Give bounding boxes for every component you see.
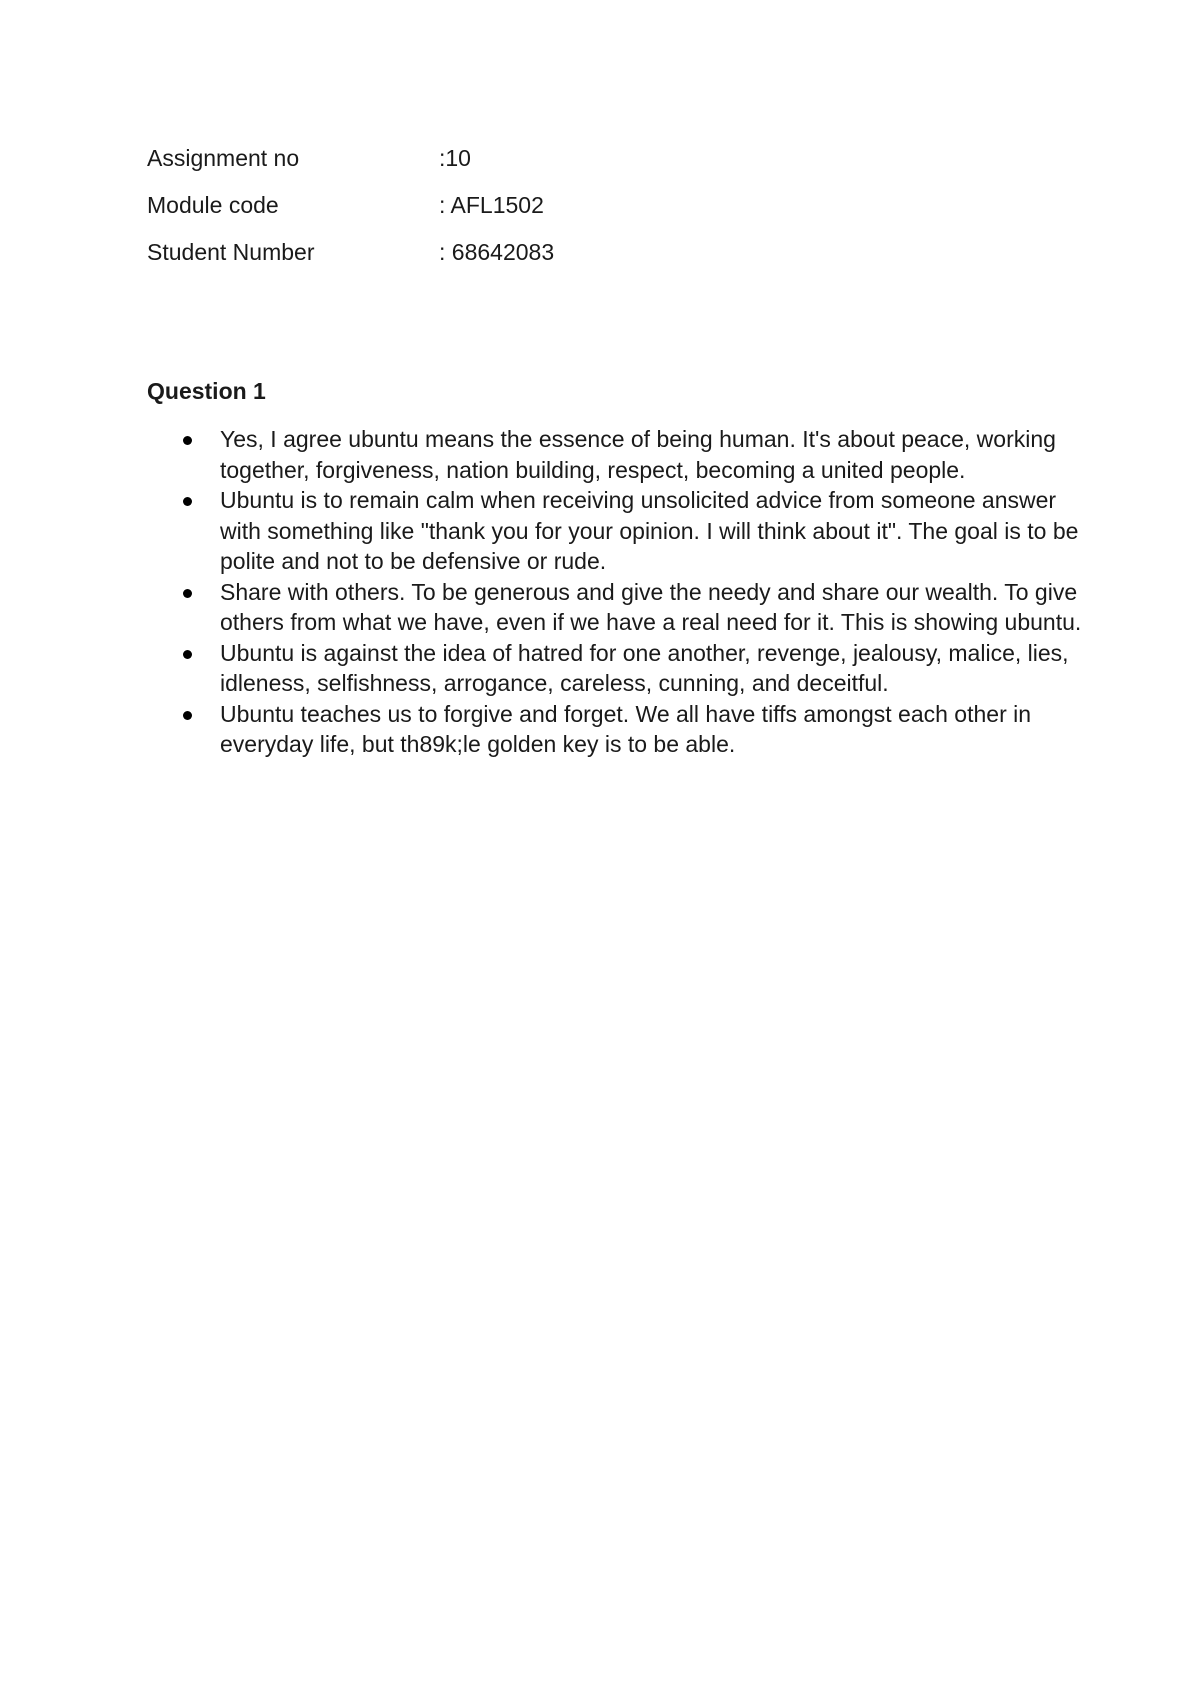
bullet-dot-icon <box>183 436 192 445</box>
bullet-dot-icon <box>183 589 192 598</box>
assignment-number-row <box>147 143 1047 173</box>
list-item-text: Ubuntu is to remain calm when receiving unsolicited advice from someone answer with something like "thank you for your opinion. I will think about it". The goal is to be polite and not to be defensive or rude. <box>220 487 1079 574</box>
module-code-label: Module code <box>147 192 279 218</box>
module-code-value: : AFL1502 <box>439 192 544 218</box>
bullet-dot-icon <box>183 711 192 720</box>
list-item-text: Ubuntu teaches us to forgive and forget. We all have tiffs amongst each other in everyday life, but th89k;le golden key is to be able. <box>220 700 1032 757</box>
list-item-text: Yes, I agree ubuntu means the essence of being human. It's about peace, working together, forgiveness, nation building, respect, becoming a united people. <box>220 426 1056 483</box>
answer-list <box>147 424 1087 760</box>
assignment-details <box>147 143 1047 284</box>
list-item <box>147 577 1087 638</box>
student-number-label: Student Number <box>147 239 315 265</box>
assignment-number-label: Assignment no <box>147 145 300 171</box>
question-heading: Question 1 <box>147 378 266 404</box>
list-item-text: Share with others. To be generous and give the needy and share our wealth. To give others from what we have, even if we have a real need for it. This is showing ubuntu. <box>220 578 1082 635</box>
list-item <box>147 485 1087 577</box>
list-item <box>147 424 1087 485</box>
student-number-value: : 68642083 <box>439 239 555 265</box>
list-item <box>147 638 1087 699</box>
module-code-row <box>147 190 1047 220</box>
bullet-dot-icon <box>183 497 192 506</box>
student-number-row <box>147 237 1047 267</box>
list-item <box>147 699 1087 760</box>
assignment-number-value: :10 <box>439 145 471 171</box>
bullet-dot-icon <box>183 650 192 659</box>
list-item-text: Ubuntu is against the idea of hatred for one another, revenge, jealousy, malice, lies, idleness, selfishness, arrogance, careless, cunning, and deceitful. <box>220 639 1069 696</box>
